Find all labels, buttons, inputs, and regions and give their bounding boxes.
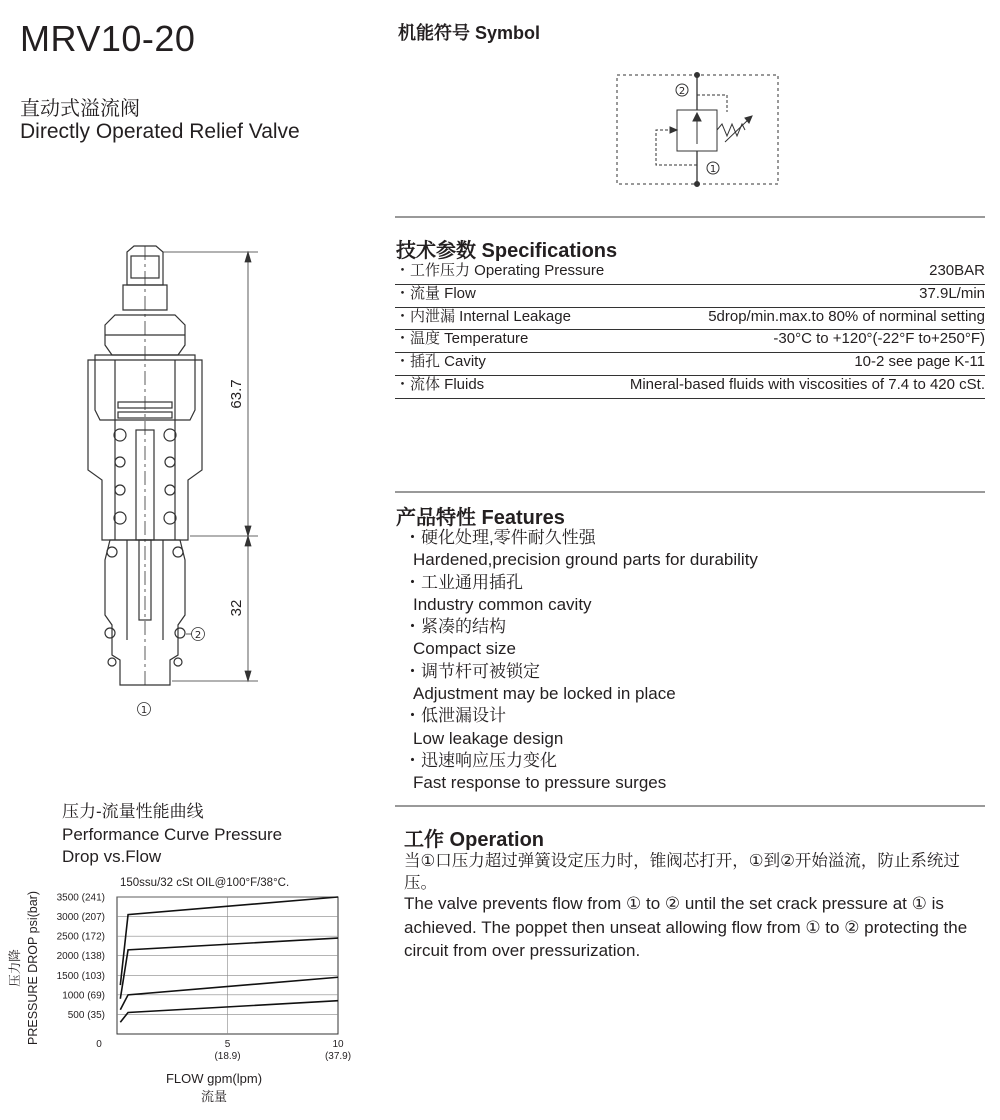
y-tick-label: 3500 (241) <box>56 892 105 904</box>
y-axis-label: PRESSURE DROP psi(bar) <box>26 891 40 1045</box>
dimension-lines <box>138 252 259 716</box>
feature-cn: ・低泄漏设计 <box>404 706 506 726</box>
features-list <box>404 527 758 795</box>
spec-row <box>395 376 985 399</box>
y-tick-label: 2500 (172) <box>56 931 105 943</box>
feature-cn: ・紧凑的结构 <box>404 617 506 637</box>
feature-en: Adjustment may be locked in place <box>413 684 676 704</box>
y-tick-label: 2000 (138) <box>56 951 105 963</box>
y-tick-label: 3000 (207) <box>56 912 105 924</box>
spec-label: ・插孔 Cavity <box>395 353 486 371</box>
model-title: MRV10-20 <box>20 18 196 59</box>
x-tick-sublabel: (37.9) <box>324 1051 352 1062</box>
x-axis-label-cn: 流量 <box>200 1090 228 1105</box>
specs-table <box>395 262 985 399</box>
y-tick-label: 500 (35) <box>67 1009 105 1021</box>
drawing-port-1-num: 1 <box>140 705 148 716</box>
x-tick-sublabel: (18.9) <box>214 1051 241 1062</box>
spec-label: ・流量 Flow <box>395 284 476 302</box>
spec-row <box>395 262 985 285</box>
spec-row <box>395 308 985 331</box>
spec-label: ・内泄漏 Internal Leakage <box>395 307 571 325</box>
spec-row <box>395 285 985 308</box>
symbol-port-2: 2 <box>678 86 686 97</box>
product-name-cn: 直动式溢流阀 <box>20 98 140 120</box>
dimension-63-7: 63.7 <box>228 379 245 409</box>
y-tick-label: 1000 (69) <box>62 990 105 1002</box>
performance-title-en-2: Drop vs.Flow <box>62 847 162 866</box>
spec-value: 37.9L/min <box>919 284 985 302</box>
spec-row <box>395 353 985 376</box>
spec-value: 230BAR <box>929 262 985 279</box>
x-tick-label: 10 <box>332 1039 344 1050</box>
feature-cn: ・调节杆可被锁定 <box>404 661 540 681</box>
operation-text-cn: 当①口压力超过弹簧设定压力时，锥阀芯打开，①到②开始溢流，防止系统过压。 <box>404 852 960 892</box>
curve-setting-2200 <box>120 938 338 999</box>
feature-en: Low leakage design <box>413 728 564 748</box>
operation-text-en: The valve prevents flow from ① to ② until the set crack pressure at ① is achieved. The poppet then unseat allowing flow from ① to ② protecting the circuit from over pressurization. <box>404 894 968 960</box>
symbol-title: 机能符号 Symbol <box>398 23 541 43</box>
feature-cn: ・迅速响应压力变化 <box>404 750 557 770</box>
feature-en: Fast response to pressure surges <box>413 773 667 793</box>
y-tick-label: 1500 (103) <box>56 970 105 982</box>
cartridge-drawing <box>88 246 202 685</box>
dimension-32: 32 <box>228 599 245 617</box>
performance-title-cn: 压力-流量性能曲线 <box>62 802 204 821</box>
feature-en: Industry common cavity <box>413 594 592 614</box>
specs-title: 技术参数 Specifications <box>396 240 618 262</box>
feature-en: Compact size <box>413 639 516 659</box>
spec-value: 5drop/min.max.to 80% of norminal setting <box>708 307 985 325</box>
spec-value: -30°C to +120°(-22°F to+250°F) <box>773 330 985 348</box>
features-title: 产品特性 Features <box>396 507 565 529</box>
feature-cn: ・工业通用插孔 <box>404 572 523 592</box>
operation-title: 工作 Operation <box>404 829 545 851</box>
spec-value: 10-2 see page K-11 <box>854 353 985 371</box>
performance-title <box>62 801 282 869</box>
performance-chart <box>7 891 351 1105</box>
chart-title: 150ssu/32 cSt OIL@100°F/38°C. <box>120 877 290 889</box>
valve-symbol <box>617 73 778 187</box>
feature-cn: ・硬化处理,零件耐久性强 <box>404 528 596 547</box>
x-axis-label: FLOW gpm(lpm) <box>165 1071 263 1086</box>
spec-label: ・工作压力 Operating Pressure <box>395 262 605 279</box>
curve-setting-600 <box>120 1001 338 1023</box>
spec-value: Mineral-based fluids with viscosities of 7.4 to 420 cSt. <box>629 375 985 393</box>
product-name-en: Directly Operated Relief Valve <box>20 120 300 143</box>
curve-setting-3000 <box>120 897 338 985</box>
spec-label: ・温度 Temperature <box>395 330 529 348</box>
symbol-port-1: 1 <box>709 164 717 175</box>
drawing-port-2-num: 2 <box>194 630 202 641</box>
y-axis-label-cn: 压力降 <box>7 949 22 987</box>
x-tick-label: 5 <box>224 1039 231 1050</box>
performance-title-en-1: Performance Curve Pressure <box>62 824 283 844</box>
curve-setting-1100 <box>120 977 338 1009</box>
x-tick-label: 0 <box>96 1039 102 1050</box>
spec-row <box>395 330 985 353</box>
spec-label: ・流体 Fluids <box>395 375 485 393</box>
feature-en: Hardened,precision ground parts for durability <box>413 550 758 570</box>
